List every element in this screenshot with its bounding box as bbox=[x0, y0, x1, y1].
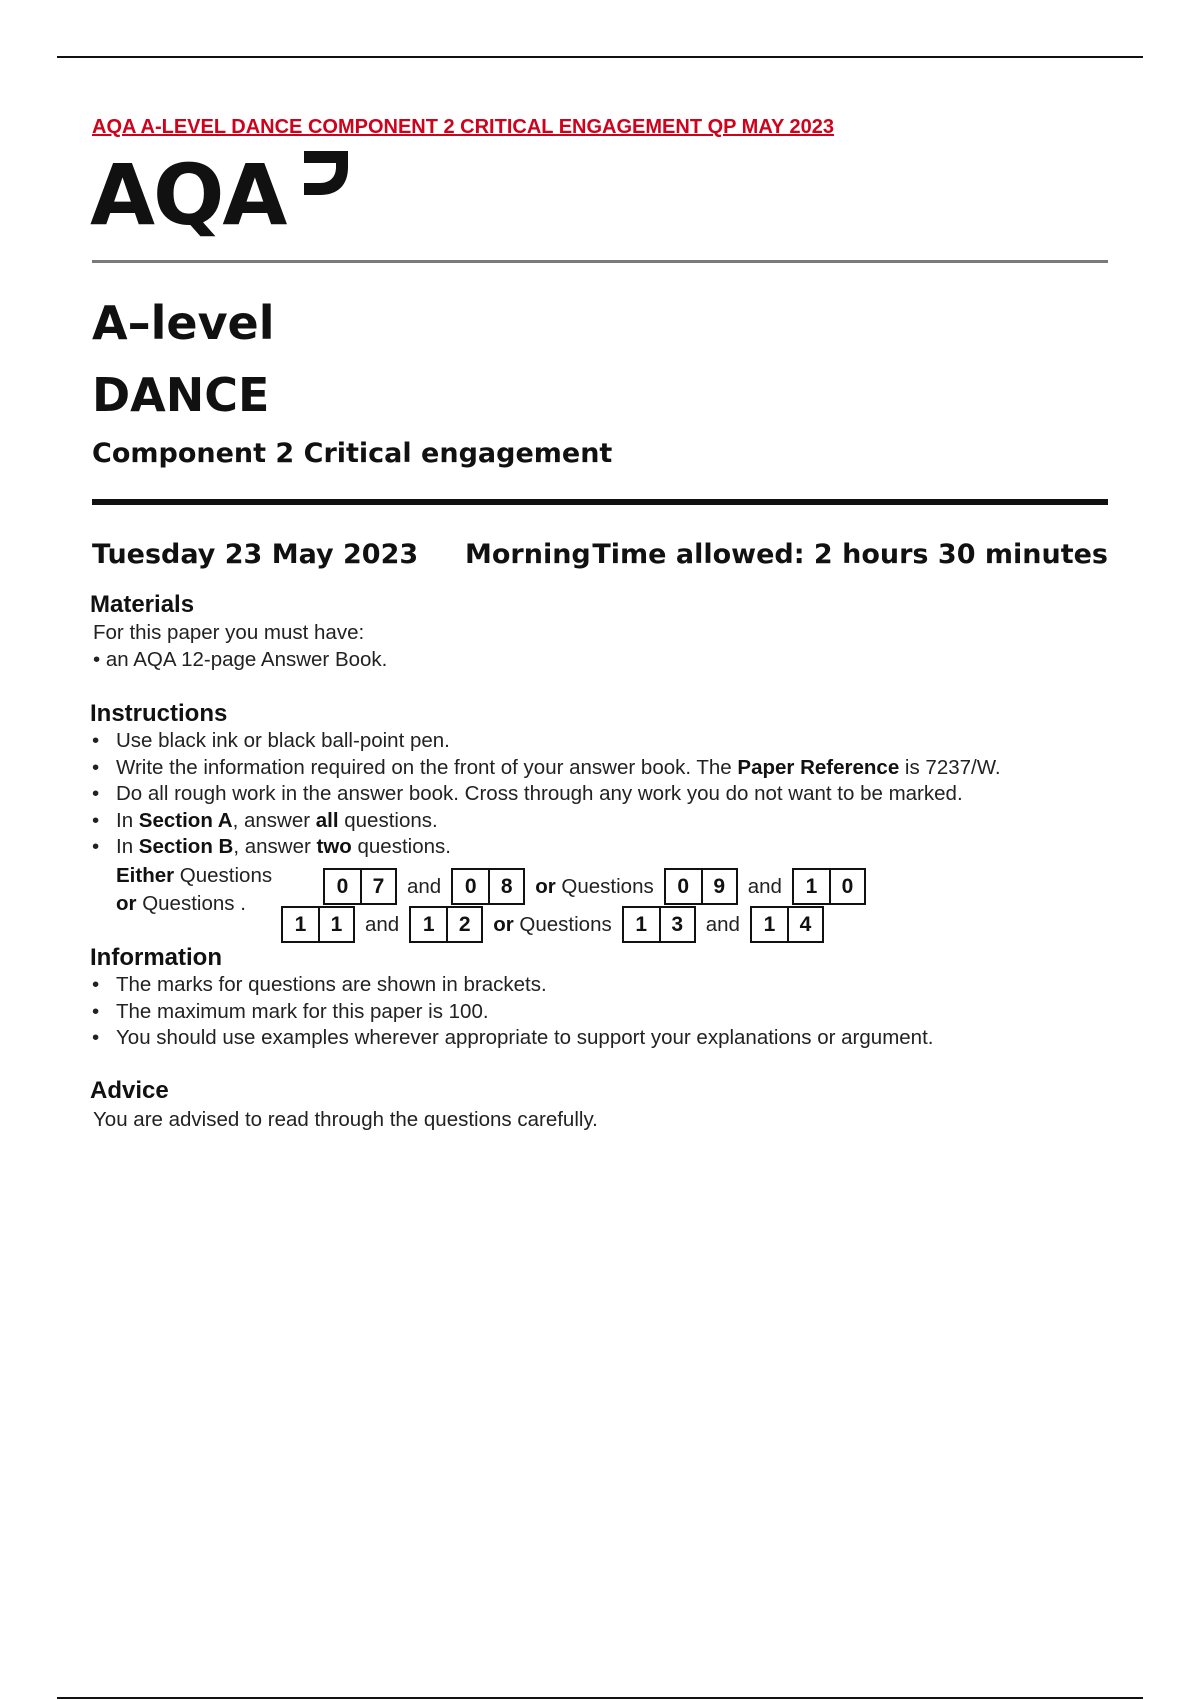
question-option-row-2: 1 1 and 1 2 or Questions 1 3 and 1 4 bbox=[281, 906, 824, 943]
information-list bbox=[92, 972, 933, 1052]
question-number-box-10: 1 0 bbox=[792, 868, 866, 905]
component-title: Component 2 Critical engagement bbox=[92, 438, 613, 469]
list-item: • In Section A, answer all questions. bbox=[92, 808, 1001, 835]
list-item: • Do all rough work in the answer book. Cross through any work you do not want to be marked. bbox=[92, 781, 1001, 808]
document-title-link[interactable]: AQA A-LEVEL DANCE COMPONENT 2 CRITICAL ENGAGEMENT QP MAY 2023 bbox=[92, 116, 834, 138]
list-item: • Write the information required on the front of your answer book. The Paper Reference is 7237/W. bbox=[92, 755, 1001, 782]
exam-session: Morning bbox=[465, 539, 591, 570]
title-divider bbox=[92, 499, 1108, 505]
page-top-rule bbox=[57, 56, 1143, 58]
subject-title: DANCE bbox=[92, 368, 270, 422]
advice-heading: Advice bbox=[90, 1077, 169, 1104]
section-b-options-label: Either Questions or Questions . bbox=[116, 864, 273, 915]
exam-date: Tuesday 23 May 2023 bbox=[92, 539, 419, 570]
instructions-list bbox=[92, 728, 1001, 861]
materials-intro: For this paper you must have: bbox=[93, 621, 365, 644]
question-number-box-13: 1 3 bbox=[622, 906, 696, 943]
time-allowed: Time allowed: 2 hours 30 minutes bbox=[592, 539, 1108, 570]
question-number-box-09: 0 9 bbox=[664, 868, 738, 905]
advice-text: You are advised to read through the questions carefully. bbox=[93, 1108, 598, 1131]
list-item: • You should use examples wherever appropriate to support your explanations or argument. bbox=[92, 1025, 933, 1052]
list-item: • The maximum mark for this paper is 100. bbox=[92, 999, 933, 1026]
header-divider bbox=[92, 260, 1108, 263]
list-item: • In Section B, answer two questions. bbox=[92, 834, 1001, 861]
instructions-heading: Instructions bbox=[90, 700, 228, 727]
question-number-box-14: 1 4 bbox=[750, 906, 824, 943]
list-item: • Use black ink or black ball-point pen. bbox=[92, 728, 1001, 755]
aqa-logo bbox=[90, 145, 360, 244]
question-option-row-1: 0 7 and 0 8 or Questions 0 9 and 1 0 bbox=[323, 868, 866, 905]
information-heading: Information bbox=[90, 944, 222, 971]
question-number-box-07: 0 7 bbox=[323, 868, 397, 905]
aqa-logo-mark-icon bbox=[298, 145, 354, 203]
materials-heading: Materials bbox=[90, 591, 195, 618]
materials-item: • an AQA 12-page Answer Book. bbox=[93, 648, 388, 671]
question-number-box-08: 0 8 bbox=[451, 868, 525, 905]
list-item: • The marks for questions are shown in brackets. bbox=[92, 972, 933, 999]
question-number-box-12: 1 2 bbox=[409, 906, 483, 943]
qualification-level: A–level bbox=[92, 296, 275, 350]
question-number-box-11: 1 1 bbox=[281, 906, 355, 943]
aqa-logo-text: AQA bbox=[90, 146, 286, 244]
page-bottom-rule bbox=[57, 1697, 1143, 1699]
